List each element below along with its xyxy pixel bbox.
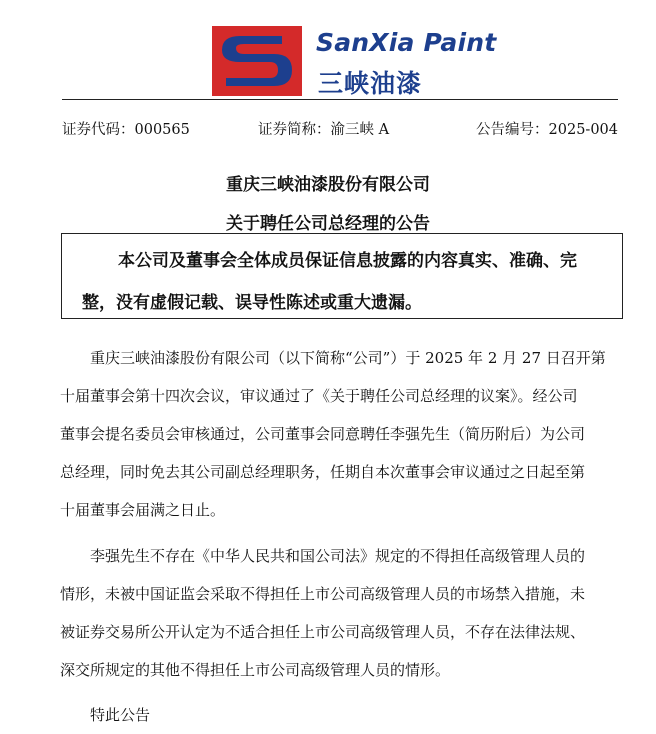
logo-name-cn: 三峡油漆 [318, 69, 423, 98]
paragraph-line: 十届董事会第十四次会议，审议通过了《关于聘任公司总经理的议案》。经公司 [60, 387, 578, 405]
paragraph-line: 被证券交易所公开认定为不适合担任上市公司高级管理人员，不存在法律法规、 [60, 623, 586, 641]
stock-abbreviation: 证券简称：渝三峡 A [258, 122, 390, 138]
paragraph-line: 重庆三峡油漆股份有限公司（以下简称“公司”）于 2025 年 2 月 27 日召开第 [90, 349, 606, 367]
disclosure-notice-box [61, 233, 623, 319]
notice-line: 整，没有虚假记载、误导性陈述或重大遗漏。 [82, 293, 422, 313]
document-title: 关于聘任公司总经理的公告 [226, 214, 430, 234]
paragraph-line: 情形，未被中国证监会采取不得担任上市公司高级管理人员的市场禁入措施，未 [60, 585, 586, 603]
announcement-number: 公告编号：2025-004 [476, 122, 618, 138]
paragraph-line: 李强先生不存在《中华人民共和国公司法》规定的不得担任高级管理人员的 [90, 547, 586, 565]
company-name-heading: 重庆三峡油漆股份有限公司 [226, 175, 430, 195]
announcement-meta [62, 118, 618, 138]
paragraph-line: 深交所规定的其他不得担任上市公司高级管理人员的情形。 [60, 661, 451, 679]
paragraph-line: 董事会提名委员会审核通过，公司董事会同意聘任李强先生（简历附后）为公司 [60, 425, 586, 443]
notice-line: 本公司及董事会全体成员保证信息披露的内容真实、准确、完 [118, 251, 577, 271]
closing-text: 特此公告 [90, 706, 151, 724]
logo-name-en: SanXia Paint [316, 28, 497, 57]
stock-code: 证券代码：000565 [62, 122, 190, 138]
paragraph-line: 十届董事会届满之日止。 [60, 501, 226, 519]
paragraph-line: 总经理，同时免去其公司副总经理职务，任期自本次董事会审议通过之日起至第 [60, 463, 586, 481]
company-logo [212, 26, 497, 98]
header-divider [62, 99, 618, 100]
sanxia-logo-mark-icon [212, 26, 302, 96]
